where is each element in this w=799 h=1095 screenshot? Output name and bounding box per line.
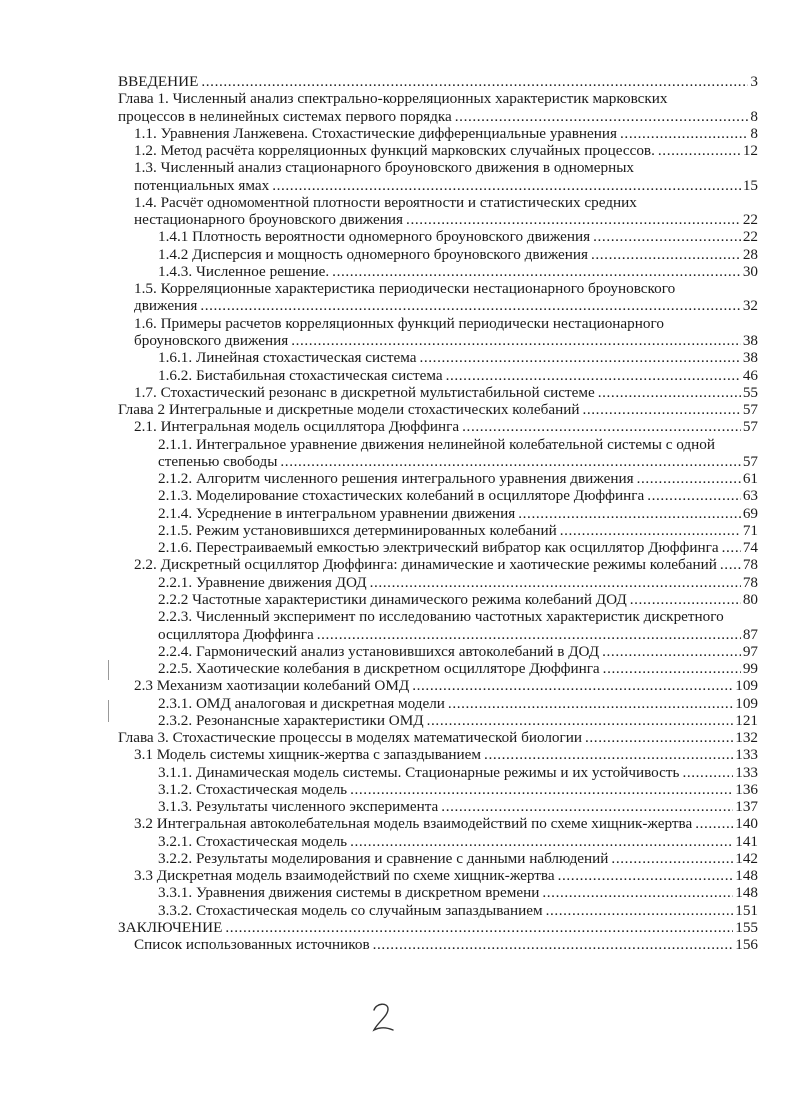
toc-entry-title: 1.5. Корреляционные характеристика периодически нестационарного броуновского движения [134, 280, 676, 315]
dot-leader [452, 108, 758, 125]
toc-entry [118, 401, 758, 418]
toc-entry-page: 78 [742, 556, 758, 574]
toc-entry-page: 109 [735, 677, 758, 695]
toc-entry [118, 850, 758, 867]
toc-entry-page: 151 [735, 901, 758, 919]
dot-leader [347, 781, 758, 798]
toc-entry-title: 3.2.2. Результаты моделирования и сравнение с данными наблюдений [158, 849, 609, 867]
dot-leader [617, 125, 758, 142]
dot-leader [627, 591, 758, 608]
toc-entry-page: 78 [742, 573, 758, 591]
toc-entry-title: 2.1. Интегральная модель осциллятора Дюффинга [134, 418, 460, 436]
toc-entry [118, 902, 758, 919]
toc-entry [118, 833, 758, 850]
toc-entry [118, 349, 758, 366]
toc-entry-page: 38 [742, 349, 758, 367]
toc-entry [118, 522, 758, 539]
toc-entry [118, 384, 758, 401]
toc-entry-title: 3.2 Интегральная автоколебательная модель взаимодействий по схеме хищник-жертва [134, 815, 693, 833]
dot-leader [329, 263, 758, 280]
toc-entry-title: 1.3. Численный анализ стационарного броуновского движения в одномерных потенциальных ямах [134, 159, 635, 194]
dot-leader [595, 384, 758, 401]
toc-entry [118, 125, 758, 142]
toc-entry-page: 80 [742, 590, 758, 608]
toc-entry-page: 8 [750, 124, 758, 142]
toc-entry [118, 574, 758, 591]
toc-entry-page: 46 [742, 366, 758, 384]
toc-entry [118, 436, 758, 471]
toc-entry-page: 140 [735, 815, 758, 833]
toc-entry-page: 69 [742, 504, 758, 522]
toc-entry-title: ВВЕДЕНИЕ [118, 73, 199, 90]
toc-entry-title: 2.2.1. Уравнение движения ДОД [158, 573, 367, 591]
toc-entry-page: 22 [742, 228, 758, 246]
toc-entry [118, 798, 758, 815]
toc-entry [118, 695, 758, 712]
toc-entry [118, 660, 758, 677]
toc-entry-title: 2.2.2 Частотные характеристики динамического режима колебаний ДОД [158, 590, 627, 608]
toc-entry-page: 71 [742, 521, 758, 539]
toc-entry-title: 2.1.1. Интегральное уравнение движения нелинейной колебательной системы с одной степенью свободы [158, 435, 715, 470]
toc-entry-page: 141 [735, 832, 758, 850]
dot-leader [539, 884, 758, 901]
toc-entry-title: Глава 3. Стохастические процессы в моделях математической биологии [118, 729, 583, 747]
toc-entry-title: 2.2.4. Гармонический анализ установившихся автоколебаний в ДОД [158, 642, 600, 660]
dot-leader [424, 712, 758, 729]
toc-entry-title: 2.1.2. Алгоритм численного решения интегрального уравнения движения [158, 470, 634, 488]
dot-leader [557, 522, 758, 539]
toc-entry-title: 3.3.2. Стохастическая модель со случайным запаздыванием [158, 901, 543, 919]
toc-entry-title: 1.7. Стохастический резонанс в дискретной мультистабильной системе [134, 383, 595, 401]
toc-entry [118, 729, 758, 746]
toc-entry [118, 505, 758, 522]
dot-leader [599, 643, 758, 660]
toc-entry-title: 1.6.2. Бистабильная стохастическая система [158, 366, 443, 384]
toc-entry-title: 3.1.1. Динамическая модель системы. Стационарные режимы и их устойчивость [158, 763, 680, 781]
toc-entry-page: 32 [742, 297, 758, 315]
dot-leader [515, 505, 758, 522]
dot-leader [288, 332, 758, 349]
toc-entry-page: 121 [735, 711, 758, 729]
toc-entry [118, 712, 758, 729]
toc-entry-page: 57 [742, 418, 758, 436]
toc-entry-title: 1.4. Расчёт одномоментной плотности вероятности и статистических средних нестационарного броуновского движения [134, 193, 637, 229]
toc-entry-title: 2.1.6. Перестраиваемый емкостью электрический вибратор как осциллятор Дюффинга [158, 539, 719, 557]
toc-entry-title: 3.2.1. Стохастическая модель [158, 832, 348, 850]
toc-entry-title: 2.3 Механизм хаотизации колебаний ОМД [134, 677, 410, 695]
toc-entry [118, 539, 758, 556]
toc-entry [118, 764, 758, 781]
dot-leader [588, 246, 758, 263]
toc-entry-page: 97 [742, 642, 758, 660]
toc-entry-title: 1.6.1. Линейная стохастическая система [158, 349, 417, 367]
table-of-contents [118, 73, 758, 954]
dot-leader [555, 867, 758, 884]
toc-entry [118, 556, 758, 573]
toc-entry [118, 315, 758, 350]
dot-leader [634, 470, 758, 487]
toc-entry-page: 22 [742, 211, 758, 229]
toc-entry-page: 136 [735, 780, 758, 798]
dot-leader [222, 919, 758, 936]
dot-leader [277, 453, 758, 470]
toc-entry [118, 246, 758, 263]
toc-entry [118, 194, 758, 229]
dot-leader [600, 660, 758, 677]
toc-entry [118, 591, 758, 608]
toc-entry-page: 133 [735, 746, 758, 764]
toc-entry [118, 677, 758, 694]
handwritten-page-number [366, 1000, 400, 1034]
dot-leader [438, 798, 758, 815]
toc-entry-title: 2.1.4. Усреднение в интегральном уравнении движения [158, 504, 516, 522]
toc-entry-page: 15 [742, 176, 758, 194]
toc-entry [118, 919, 758, 936]
toc-entry-page: 132 [735, 729, 758, 747]
toc-entry-title: Список использованных источников [134, 936, 370, 954]
dot-leader [409, 677, 758, 694]
toc-entry [118, 487, 758, 504]
toc-entry-page: 8 [750, 107, 758, 125]
toc-entry-title: 2.1.3. Моделирование стохастических колебаний в осцилляторе Дюффинга [158, 487, 645, 505]
toc-entry-title: 2.1.5. Режим установившихся детерминированных колебаний [158, 521, 557, 539]
toc-entry [118, 867, 758, 884]
dot-leader [314, 626, 758, 643]
toc-entry-page: 142 [735, 849, 758, 867]
dot-leader [481, 746, 758, 763]
toc-entry-title: 3.1.3. Результаты численного эксперимента [158, 798, 439, 816]
dot-leader [445, 695, 758, 712]
toc-entry-page: 12 [742, 142, 758, 160]
toc-entry-page: 109 [735, 694, 758, 712]
dot-leader [269, 177, 758, 194]
toc-entry [118, 781, 758, 798]
dot-leader [370, 936, 758, 953]
toc-entry-page: 30 [742, 262, 758, 280]
dot-leader [543, 902, 758, 919]
toc-entry [118, 643, 758, 660]
dot-leader [198, 73, 758, 90]
dot-leader [579, 401, 758, 418]
toc-entry [118, 367, 758, 384]
dot-leader [416, 349, 758, 366]
dot-leader [443, 367, 758, 384]
scan-artifact-mark [108, 660, 109, 680]
toc-entry [118, 228, 758, 245]
toc-entry-page: 99 [742, 660, 758, 678]
toc-entry [118, 159, 758, 194]
toc-entry-page: 61 [742, 470, 758, 488]
toc-entry-page: 57 [742, 401, 758, 419]
toc-entry [118, 142, 758, 159]
toc-entry [118, 90, 758, 125]
toc-entry-page: 148 [735, 884, 758, 902]
toc-entry-page: 148 [735, 867, 758, 885]
dot-leader [347, 833, 758, 850]
toc-entry-title: 3.1 Модель системы хищник-жертва с запаздыванием [134, 746, 482, 764]
toc-entry-title: 2.2. Дискретный осциллятор Дюффинга: динамические и хаотические режимы колебаний [134, 556, 717, 574]
toc-entry [118, 936, 758, 953]
toc-entry [118, 608, 758, 643]
toc-entry [118, 280, 758, 315]
dot-leader [403, 211, 758, 228]
dot-leader [582, 729, 758, 746]
toc-entry [118, 815, 758, 832]
toc-entry-title: Глава 1. Численный анализ спектрально-корреляционных характеристик марковских процессов в нелинейных системах первого порядка [118, 90, 668, 125]
toc-entry-page: 57 [742, 452, 758, 470]
toc-entry-title: 1.1. Уравнения Ланжевена. Стохастические дифференциальные уравнения [134, 124, 618, 142]
toc-entry [118, 418, 758, 435]
toc-entry-page: 3 [750, 73, 758, 90]
toc-entry [118, 73, 758, 90]
dot-leader [590, 228, 758, 245]
toc-entry-title: 3.3 Дискретная модель взаимодействий по схеме хищник-жертва [134, 867, 555, 885]
toc-entry-page: 137 [735, 798, 758, 816]
toc-entry-page: 87 [742, 625, 758, 643]
toc-entry-title: 2.3.2. Резонансные характеристики ОМД [158, 711, 424, 729]
toc-entry-title: 1.4.1 Плотность вероятности одномерного броуновского движения [158, 228, 591, 246]
toc-entry-title: 3.3.1. Уравнения движения системы в дискретном времени [158, 884, 540, 902]
toc-entry-title: 1.6. Примеры расчетов корреляционных функций периодически нестационарного броуновского движения [134, 314, 664, 349]
toc-entry-page: 156 [735, 936, 758, 954]
toc-entry-page: 28 [742, 245, 758, 263]
toc-entry-page: 133 [735, 763, 758, 781]
dot-leader [459, 418, 758, 435]
toc-entry-title: 1.2. Метод расчёта корреляционных функций марковских случайных процессов. [134, 142, 655, 160]
toc-entry-page: 74 [742, 539, 758, 557]
scan-artifact-mark [108, 700, 109, 722]
toc-entry-title: 2.2.3. Численный эксперимент по исследованию частотных характеристик дискретного осциллятора Дюффинга [158, 608, 724, 643]
toc-entry [118, 746, 758, 763]
toc-entry [118, 470, 758, 487]
toc-entry-title: 2.2.5. Хаотические колебания в дискретном осцилляторе Дюффинга [158, 660, 600, 678]
toc-entry-title: 1.4.2 Дисперсия и мощность одномерного броуновского движения [158, 245, 588, 263]
toc-entry-title: 2.3.1. ОМД аналоговая и дискретная модели [158, 694, 445, 712]
toc-entry [118, 884, 758, 901]
toc-entry-page: 38 [742, 331, 758, 349]
toc-entry-title: Глава 2 Интегральные и дискретные модели стохастических колебаний [118, 401, 580, 419]
toc-entry-title: ЗАКЛЮЧЕНИЕ [118, 919, 223, 937]
toc-entry-page: 55 [742, 383, 758, 401]
dot-leader [367, 574, 758, 591]
toc-entry-page: 63 [742, 487, 758, 505]
dot-leader [197, 297, 758, 314]
toc-entry-page: 155 [735, 919, 758, 937]
toc-entry-title: 1.4.3. Численное решение. [158, 262, 330, 280]
toc-entry [118, 263, 758, 280]
toc-entry-title: 3.1.2. Стохастическая модель [158, 780, 348, 798]
